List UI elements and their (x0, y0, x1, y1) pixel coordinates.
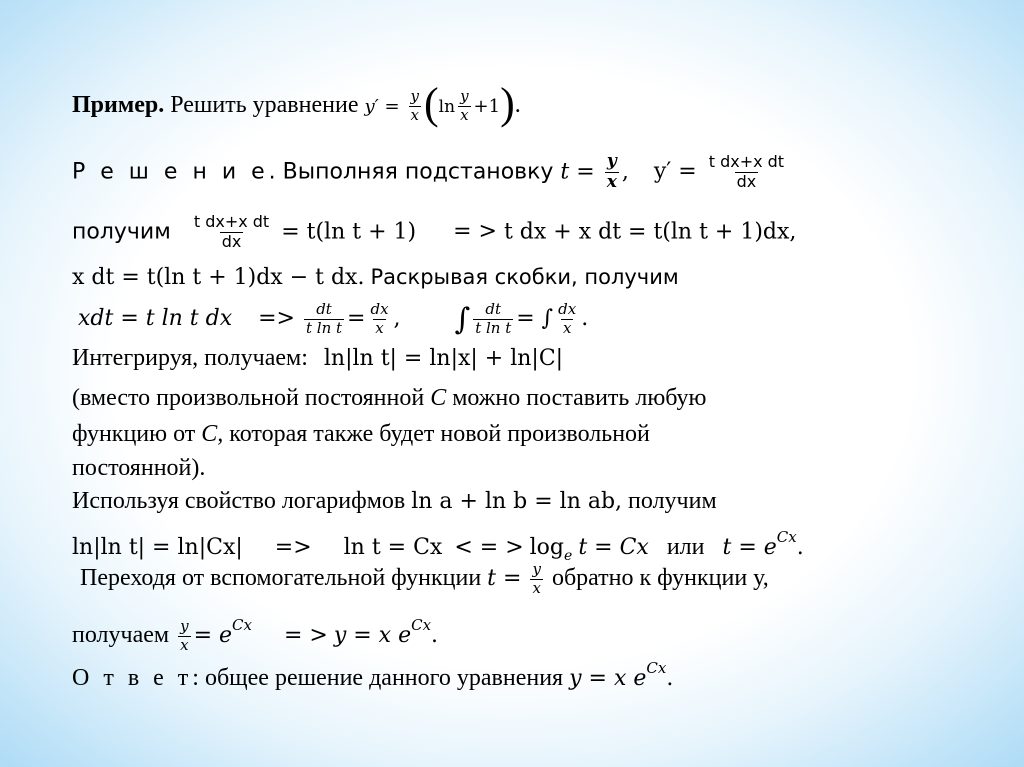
period-3: . (796, 535, 804, 560)
example-text: Решить уравнение (170, 92, 359, 118)
xdt-tlnt: xdt = t ln t dx (78, 305, 233, 331)
line-integrating (72, 343, 563, 374)
get-text: получим (72, 219, 171, 245)
xdt-eq: x dt = t(ln t + 1)dx − t dx. (72, 265, 365, 290)
answer-text: : общее решение данного уравнения (192, 665, 564, 691)
line-get (72, 214, 796, 251)
equals: = (347, 305, 366, 331)
fraction-dx-x: $\frac{dx}{x}$ (370, 300, 389, 337)
integral-sign: ∫ (454, 301, 471, 337)
property-text: Используя свойство логарифмов (72, 488, 406, 514)
open-brackets-text: Раскрывая скобки, получим (370, 265, 679, 289)
log-equation: ln|ln t| = ln|x| + ln|C| (323, 346, 564, 371)
period-4: . (431, 623, 439, 648)
function-text-a: функцию от (72, 421, 196, 447)
equals-integral: = ∫ (516, 305, 554, 331)
paren-open: ( (424, 79, 439, 128)
plus-one: +1 (473, 96, 501, 117)
fraction-y-x: $\frac{y}{x}$ (410, 87, 420, 124)
back-text: обратно к функции у, (551, 564, 769, 591)
fraction-tdx-2: $\frac{\text{t dx+x dt}}{dx}$ (193, 212, 270, 251)
line-constant (72, 453, 205, 483)
fraction-y-x-2: $\frac{y}{x}$ (460, 87, 469, 124)
fraction-y-x-3: $\frac{y}{x}$ (532, 560, 541, 597)
implies: = > (453, 219, 497, 245)
equation-lhs: y′ = (364, 96, 400, 117)
line-property (72, 486, 717, 517)
comma: , (621, 159, 629, 185)
log-text: log (529, 535, 565, 560)
y-prime: y′ = (653, 159, 697, 185)
fraction-dt-tlnt: $\frac{dt}{\text{t ln t}}$ (305, 300, 343, 337)
constant-c: C (430, 385, 447, 411)
fraction-tdx: $\frac{\text{t dx+x dt}}{dx}$ (708, 152, 785, 191)
line-solution (72, 153, 789, 192)
fraction-dx-x-2: $\frac{dx}{x}$ (558, 300, 577, 337)
answer-exp: Cx (646, 659, 667, 677)
implies-2: => (258, 305, 295, 331)
line-answer (72, 653, 673, 694)
rhs-1: = t(ln t + 1) (281, 219, 417, 245)
subst-t: t = (560, 159, 595, 185)
period: . (514, 92, 521, 118)
paren-close: ) (500, 79, 515, 128)
t-exp: t = e (722, 535, 777, 560)
exp-cx-3: Cx (411, 616, 432, 634)
line-example (72, 79, 521, 128)
integrating-text: Интегрируя, получаем: (72, 345, 308, 371)
instead-text-a: (вместо произвольной постоянной (72, 385, 425, 411)
obtain-text: получаем (72, 622, 170, 648)
rhs-2: t dx + x dt = t(ln t + 1)dx, (503, 219, 797, 245)
answer-eq: y = x e (569, 666, 647, 691)
comma-2: , (393, 305, 401, 331)
exp-cx-2: Cx (232, 616, 252, 634)
instead-text-b: можно поставить любую (452, 385, 707, 411)
ln-text: ln (438, 97, 456, 117)
lnt-eq: ln t = Cx (343, 535, 443, 560)
logt-eq: t = Cx (578, 535, 649, 560)
lnln-eq: ln|ln t| = ln|Cx| (72, 535, 243, 560)
constant-c-2: C, (201, 421, 224, 447)
fraction-y-x-bold: $\frac{y}{x}$ (606, 151, 617, 192)
transition-text: Переходя от вспомогательной функции (80, 564, 482, 591)
t-equals: t = (487, 565, 522, 591)
line-instead (72, 383, 707, 413)
solution-text: . Выполняя подстановку (268, 159, 554, 185)
equivalent: < = > (454, 535, 524, 560)
line-obtain (72, 610, 438, 654)
function-text-b: которая также будет новой произвольной (229, 421, 650, 447)
log-property: ln a + ln b = ln ab, (411, 489, 623, 514)
eq-exp: = e (193, 623, 233, 648)
period-2: . (581, 305, 589, 331)
log-base: e (564, 548, 573, 564)
line-function (72, 419, 650, 449)
period-5: . (666, 666, 674, 691)
fraction-dt-tlnt-2: $\frac{dt}{\text{t ln t}}$ (475, 300, 512, 337)
y-exp: y = x e (333, 623, 412, 648)
example-label: Пример. (72, 92, 165, 118)
or-text: или (666, 534, 705, 560)
answer-word: О т в е т (72, 665, 193, 691)
constant-text: постоянной). (72, 455, 206, 481)
implies-3: => (274, 535, 312, 560)
property-end: получим (628, 488, 717, 514)
line-xdt (72, 262, 679, 293)
exp-cx: Cx (776, 528, 797, 546)
implies-4: = > (283, 623, 328, 648)
line-transition (80, 562, 769, 597)
fraction-y-x-4: $\frac{y}{x}$ (180, 617, 189, 654)
solution-word: Р е ш е н и е (72, 159, 269, 185)
line-separate (78, 302, 588, 337)
